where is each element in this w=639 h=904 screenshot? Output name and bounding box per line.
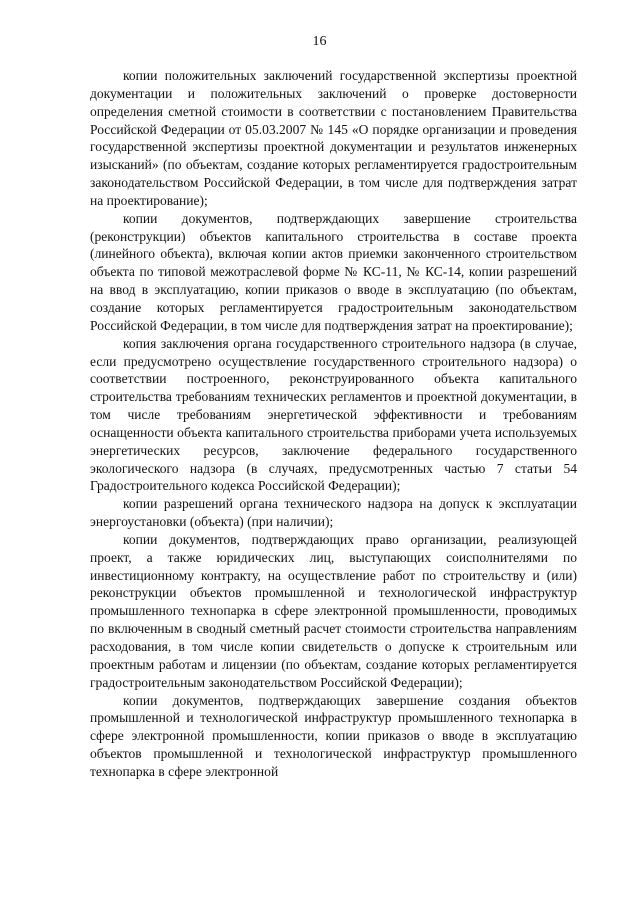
document-body	[90, 67, 577, 781]
paragraph-organization-rights-documents: копии документов, подтверждающих право организации, реализующей проект, а также юридических лиц, выступающих соисполнителями по инвестиционному контракту, на осуществление работ по строительству и (или) реконструкции объектов промышленной и технологической инфраструктур промышленного технопарка в сфере электронной промышленности, проводимых по включенным в сводный сметный расчет стоимости строительства направлениям расходования, в том числе копии свидетельств о допуске к строительным или проектным работам и лицензии (по объектам, создание которых регламентируется градостроительным законодательством Российской Федерации);	[90, 531, 577, 690]
paragraph-technopark-completion-documents: копии документов, подтверждающих завершение создания объектов промышленной и технологической инфраструктур промышленного технопарка в сфере электронной промышленности, копии приказов о вводе в эксплуатацию объектов промышленной и технологической инфраструктур промышленного технопарка в сфере электронной	[90, 692, 577, 779]
paragraph-state-expertise-copies: копии положительных заключений государственной экспертизы проектной документации и положительных заключений о проверке достоверности определения сметной стоимости в соответствии с постановлением Правительства Российской Федерации от 05.03.2007 № 145 «О порядке организации и проведения государственной экспертизы проектной документации и результатов инженерных изысканий» (по объектам, создание которых регламентируется градостроительным законодательством Российской Федерации, в том числе для подтверждения затрат на проектирование);	[90, 68, 577, 208]
paragraph-construction-supervision-conclusion: копия заключения органа государственного строительного надзора (в случае, если предусмотрено осуществление государственного строительного надзора) о соответствии построенного, реконструированного объекта капитального строительства требованиям технических регламентов и проектной документации, в том числе требованиям энергетической эффективности и требованиям оснащенности объекта капитального строительства приборами учета используемых энергетических ресурсов, заключение федерального государственного экологического надзора (в случаях, предусмотренных частью 7 статьи 54 Градостроительного кодекса Российской Федерации);	[90, 335, 577, 494]
paragraph-technical-supervision-permits: копии разрешений органа технического надзора на допуск к эксплуатации энергоустановки (объекта) (при наличии);	[90, 496, 577, 530]
paragraph-construction-completion-documents: копии документов, подтверждающих завершение строительства (реконструкции) объектов капитального строительства в составе проекта (линейного объекта), включая копии актов приемки законченного строительством объекта по типовой межотраслевой форме № КС-11, № КС-14, копии разрешений на ввод в эксплуатацию, копии приказов о вводе в эксплуатацию (по объектам, создание которых регламентируется градостроительным законодательством Российской Федерации, в том числе для подтверждения затрат на проектирование);	[90, 210, 577, 333]
page-number: 16	[312, 34, 327, 49]
